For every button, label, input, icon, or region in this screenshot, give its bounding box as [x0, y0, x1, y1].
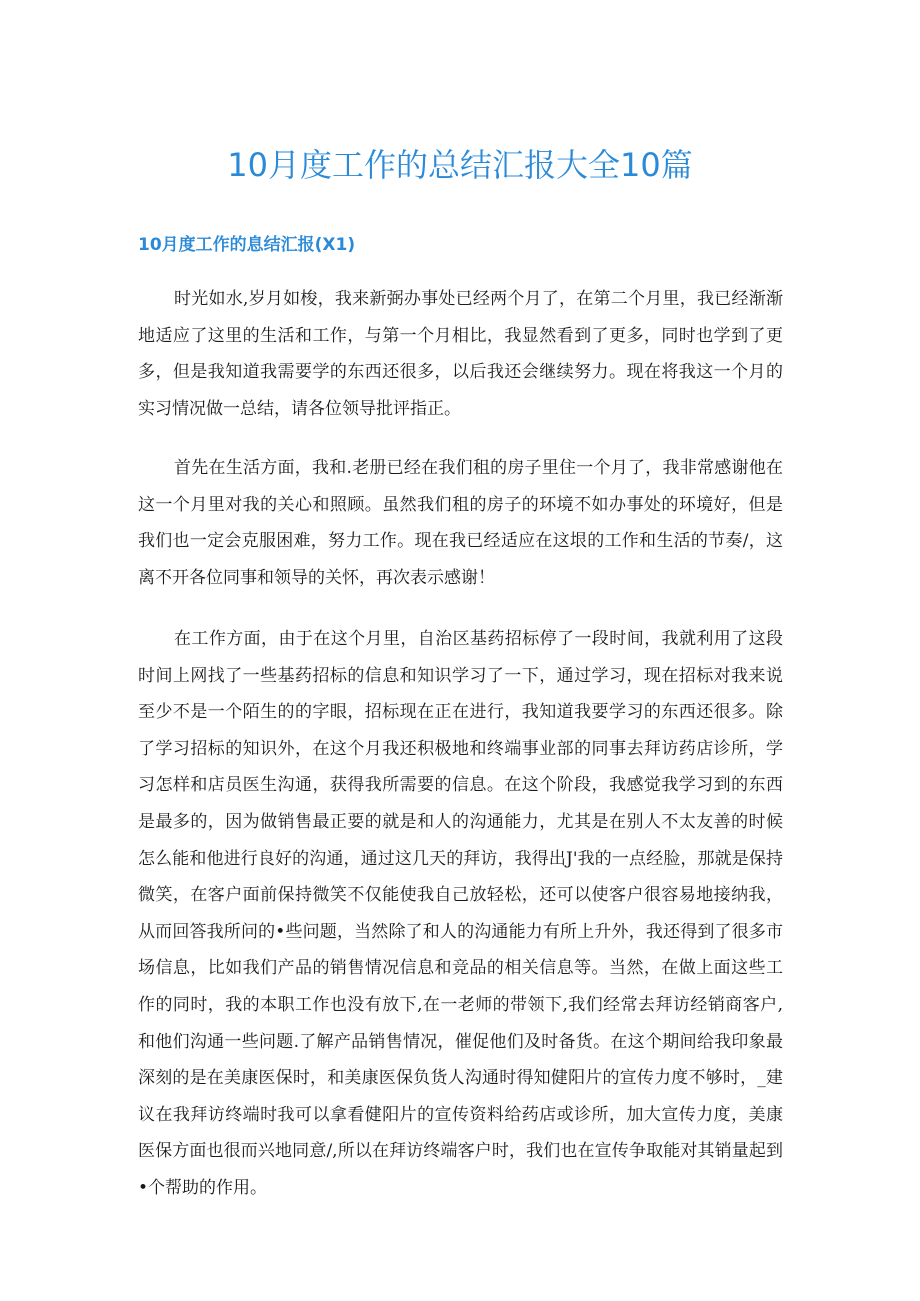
paragraph-work: 在工作方面，由于在这个月里，自治区基药招标停了一段时间，我就利用了这段时间上网找了一些基药招标的信息和知识学习了一下，通过学习，现在招标对我来说至少不是一个陌生的的字眼，招标现在正在进行，我知道我要学习的东西还很多。除了学习招标的知识外，在这个月我还积极地和终端事业部的同事去拜访药店诊所，学习怎样和店员医生沟通，获得我所需要的信息。在这个阶段，我感觉我学习到的东西是最多的，因为做销售最正要的就是和人的沟通能力，尤其是在别人不太友善的时候怎么能和他进行良好的沟通，通过这几天的拜访，我得出J'我的一点经脸，那就是保持微笑，在客户面前保持微笑不仅能使我自己放轻松，还可以使客户很容易地接纳我，从而回答我所问的•些问题，当然除了和人的沟通能力有所上升外，我还得到了很多市场信息，比如我们产品的销售情况信息和竞品的相关信息等。当然，在做上面这些工作的同时，我的本职工作也没有放下,在一老师的带领下,我们经常去拜访经销商客户,和他们沟通一些问题.了解产品销售情况，催促他们及时备货。在这个期间给我印象最深刻的是在美康医保时，和美康医保负货人沟通时得知健阳片的宣传力度不够时，_建议在我拜访终端时我可以拿看健阳片的宣传资料给药店或诊所，加大宣传力度，美康医保方面也很而兴地同意/,所以在拜访终端客户时，我们也在宣传争取能对其销量起到•个帮助的作用。: [138, 629, 783, 1198]
document-title: 10月度工作的总结汇报大全10篇: [227, 146, 693, 184]
paragraph-living: 首先在生活方面，我和.老册已经在我们租的房子里住一个月了，我非常感谢他在这一个月里对我的关心和照顾。虽然我们租的房子的环境不如办事处的环境好，但是我们也一定会克服困难，努力工作。现在我已经适应在这垠的工作和生活的节奏/，这离不开各位同事和领导的关怀，再次表示感谢！: [138, 458, 783, 588]
section-heading: 10月度工作的息结汇报(X1): [138, 235, 356, 255]
paragraph-life-summary: 时光如水,岁月如梭，我来新弼办事处已经两个月了，在第二个月里，我已经渐渐地适应了这里的生活和工作，与第一个月相比，我显然看到了更多，同时也学到了更多，但是我知道我需要学的东西还很多，以后我还会继续努力。现在将我这一个月的实习情况做一总结，请各位领导批评指正。: [138, 289, 783, 419]
